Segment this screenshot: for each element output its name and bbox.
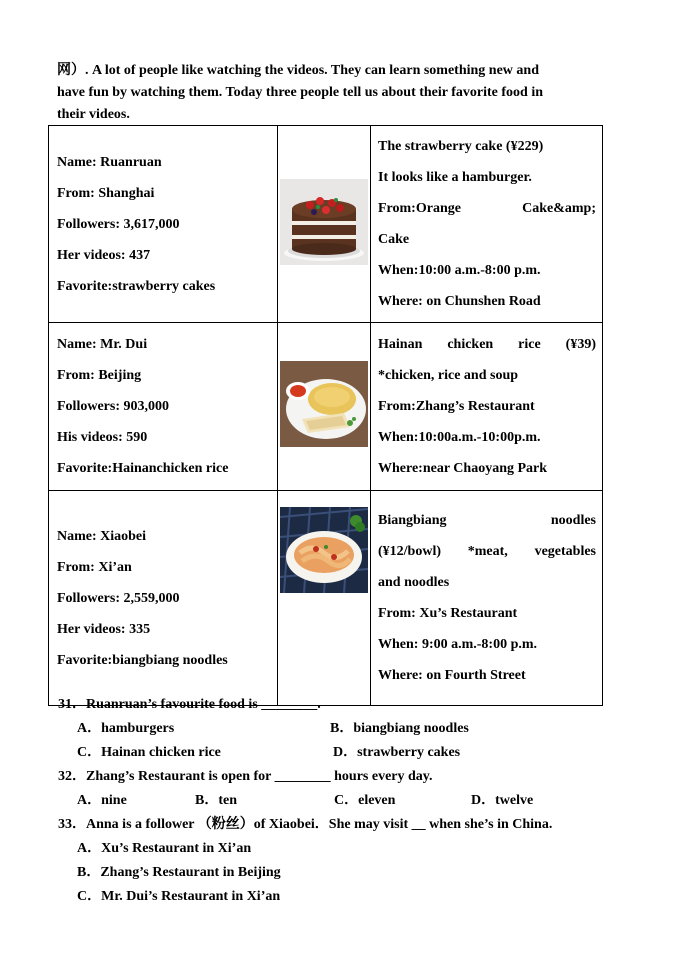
food-description: It looks like a hamburger. — [378, 170, 532, 185]
food-location: Where: on Fourth Street — [378, 668, 526, 683]
vlogger-videos: Her videos: 437 — [57, 247, 151, 263]
vlogger-name: Name: Xiaobei — [57, 528, 147, 544]
food-info-cell — [371, 491, 603, 706]
table-row — [49, 126, 603, 323]
vlogger-favorite: Favorite:Hainanchicken rice — [57, 461, 229, 476]
food-info-cell — [371, 126, 603, 323]
food-title: Hainan chicken rice (¥39) — [378, 337, 596, 352]
option-d[interactable]: D．strawberry cakes — [333, 745, 461, 760]
food-hours: When:10:00 a.m.-8:00 p.m. — [378, 263, 541, 278]
option-b[interactable]: B．biangbiang noodles — [330, 721, 469, 736]
options-32 — [58, 789, 638, 813]
intro-line: have fun by watching them. Today three people tell us about their favorite food in — [57, 85, 544, 100]
vlogger-favorite: Favorite:biangbiang noodles — [57, 652, 228, 668]
vlogger-info-cell — [49, 323, 278, 491]
food-info-cell — [371, 323, 603, 491]
vlogger-info-cell — [49, 126, 278, 323]
food-from: From: Xu’s Restaurant — [378, 606, 518, 621]
table-row — [49, 323, 603, 491]
food-description: *chicken, rice and soup — [378, 368, 519, 383]
option-a[interactable]: A．Xu’s Restaurant in Xi’an — [77, 841, 252, 856]
strawberry-cake-image — [280, 179, 368, 265]
food-price: (¥12/bowl) *meat, vegetables — [378, 544, 596, 559]
option-a[interactable]: A．nine — [77, 793, 127, 808]
questions-section — [58, 693, 638, 909]
vlogger-from: From: Xi’an — [57, 559, 132, 575]
food-description: and noodles — [378, 575, 450, 590]
question-33: 33．Anna is a follower （粉丝）of Xiaobei．She may visit __ when she’s in China. — [58, 817, 553, 832]
food-location: Where: on Chunshen Road — [378, 294, 541, 309]
vlogger-followers: Followers: 3,617,000 — [57, 216, 180, 232]
vlogger-from: From: Beijing — [57, 368, 142, 383]
food-title: The strawberry cake (¥229) — [378, 139, 544, 154]
food-from: From:Orange Cake&amp; — [378, 201, 596, 216]
vlogger-info-cell — [49, 491, 278, 706]
option-b[interactable]: B．Zhang’s Restaurant in Beijing — [77, 865, 281, 880]
vlogger-followers: Followers: 2,559,000 — [57, 590, 180, 606]
vlogger-followers: Followers: 903,000 — [57, 399, 169, 414]
food-hours: When: 9:00 a.m.-8:00 p.m. — [378, 637, 538, 652]
intro-line: their videos. — [57, 107, 130, 122]
vlogger-table — [48, 125, 603, 706]
food-from-cont: Cake — [378, 232, 410, 247]
food-location: Where:near Chaoyang Park — [378, 461, 548, 476]
vlogger-name: Name: Ruanruan — [57, 154, 162, 170]
vlogger-from: From: Shanghai — [57, 185, 155, 201]
vlogger-name: Name: Mr. Dui — [57, 337, 148, 352]
food-image-cell — [278, 126, 371, 323]
options-31-row1 — [58, 717, 638, 741]
option-b[interactable]: B．ten — [195, 793, 237, 808]
option-a[interactable]: A．hamburgers — [77, 721, 175, 736]
options-31-row2 — [58, 741, 638, 765]
table-row — [49, 491, 603, 706]
question-32: 32．Zhang’s Restaurant is open for ________ hours every day. — [58, 769, 433, 784]
option-c[interactable]: C．Mr. Dui’s Restaurant in Xi’an — [77, 889, 281, 904]
biangbiang-noodles-image — [280, 507, 368, 593]
option-d[interactable]: D．twelve — [471, 793, 534, 808]
food-image-cell — [278, 491, 371, 706]
intro-paragraph — [57, 60, 630, 126]
chicken-rice-image — [280, 361, 368, 447]
food-hours: When:10:00a.m.-10:00p.m. — [378, 430, 541, 445]
question-31: 31．Ruanruan’s favourite food is ________. — [58, 697, 321, 712]
food-from: From:Zhang’s Restaurant — [378, 399, 535, 414]
vlogger-videos: Her videos: 335 — [57, 621, 151, 637]
vlogger-videos: His videos: 590 — [57, 430, 148, 445]
food-title: Biangbiang noodles — [378, 513, 596, 528]
option-c[interactable]: C．eleven — [334, 793, 396, 808]
food-image-cell — [278, 323, 371, 491]
intro-line: 网）. A lot of people like watching the videos. They can learn something new and — [57, 63, 539, 78]
option-c[interactable]: C．Hainan chicken rice — [77, 745, 221, 760]
vlogger-favorite: Favorite:strawberry cakes — [57, 278, 216, 294]
